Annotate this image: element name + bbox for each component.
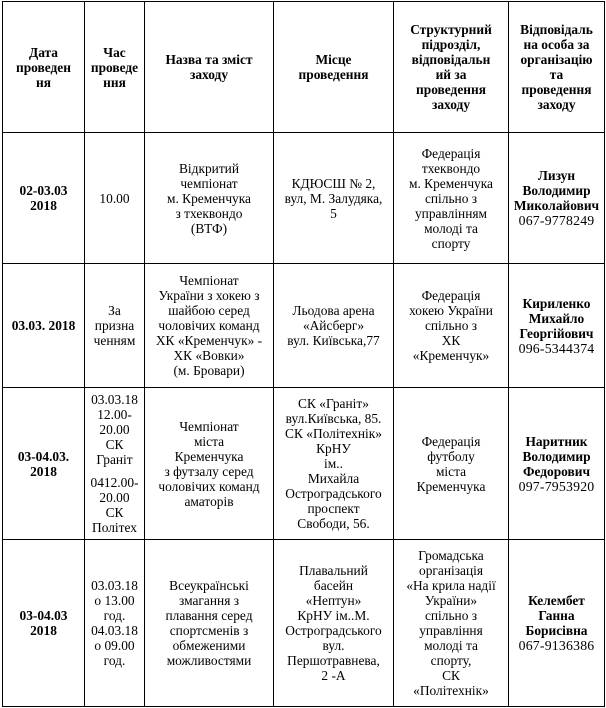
name-line: України з хокею з xyxy=(158,288,260,303)
name-line: ХК «Вовки» xyxy=(173,348,245,363)
row-name xyxy=(145,133,274,264)
header-name-line: Назва та зміст xyxy=(165,52,253,67)
name-line: з футзалу серед xyxy=(164,463,254,479)
place-line: вул.Київська, 85. xyxy=(285,411,382,426)
name-line: можливостями xyxy=(166,653,252,668)
time-line: Граніт xyxy=(96,452,133,467)
person-line: Наритник xyxy=(525,433,588,449)
row-department xyxy=(394,133,509,264)
department-line: «На крила надії xyxy=(406,578,496,593)
header-date-line: Дата xyxy=(29,44,58,60)
row-time xyxy=(85,540,145,707)
header-department xyxy=(394,2,509,133)
time-gap xyxy=(87,467,142,475)
row-responsible xyxy=(509,540,605,707)
department-line: міста xyxy=(435,463,467,479)
place-line: СК «Політехнік» xyxy=(285,426,382,441)
department-line: Кременчука xyxy=(416,478,486,494)
row-place xyxy=(274,388,394,540)
place-line: Льодова арена xyxy=(292,303,375,318)
time-line: 04.03.18 xyxy=(91,623,138,638)
department-line: спільно з xyxy=(424,318,478,333)
name-line: ХК «Кременчук» - xyxy=(155,333,263,348)
row-name xyxy=(145,264,274,388)
header-responsible xyxy=(509,2,605,133)
department-line: хокею України xyxy=(409,303,493,318)
place-line: КрНУ ім..М. xyxy=(297,608,370,623)
row-name xyxy=(145,540,274,707)
place-line: Остроградського xyxy=(285,486,382,501)
department-line: управлінням xyxy=(414,205,487,221)
place-line: вул, М. Залудяка, xyxy=(284,190,383,206)
header-date-line: ня xyxy=(36,74,51,90)
department-line: «Політехнік» xyxy=(413,683,489,698)
person-line: Ганна xyxy=(538,608,575,623)
person-line: Михайло xyxy=(528,310,585,326)
date-text: 03.03. 2018 xyxy=(11,318,76,333)
time-line: призна xyxy=(94,318,135,333)
table-row xyxy=(3,133,605,264)
header-name xyxy=(145,2,274,133)
row-date xyxy=(3,388,85,540)
place-line: 5 xyxy=(330,205,337,221)
name-line: чемпіонат xyxy=(180,175,238,191)
row-date xyxy=(3,540,85,707)
time-line: ченням xyxy=(93,333,136,348)
header-department-line: заходу xyxy=(431,97,471,112)
person-line: Володимир xyxy=(522,448,591,464)
header-responsible-line: на особа за xyxy=(523,37,590,52)
header-department-line: проведення xyxy=(416,82,486,97)
name-line: з тхеквондо xyxy=(175,205,243,221)
time-line: год. xyxy=(103,653,126,668)
place-line: ім.. xyxy=(324,456,343,471)
header-place xyxy=(274,2,394,133)
header-date-line: проведен xyxy=(16,59,71,75)
time-line: Політех xyxy=(92,520,137,535)
time-line: год. xyxy=(103,608,126,623)
time-line: СК xyxy=(105,505,124,520)
department-line: ХК xyxy=(441,333,461,348)
phone-number: 067-9778249 xyxy=(518,213,595,228)
time-line: СК xyxy=(105,437,124,452)
row-time xyxy=(85,264,145,388)
place-line: Остроградського xyxy=(285,623,382,638)
row-place xyxy=(274,133,394,264)
department-line: Федерація xyxy=(421,145,481,161)
header-place-line: Місце xyxy=(315,52,352,67)
name-line: м. Кременчука xyxy=(167,190,251,206)
place-line: Плавальний xyxy=(299,563,368,578)
header-responsible-line: заходу xyxy=(537,97,576,112)
name-line: чоловічих команд xyxy=(158,478,260,494)
place-line: «Нептун» xyxy=(305,593,362,608)
person-line: Володимир xyxy=(522,183,591,198)
person-line: Кириленко xyxy=(522,295,591,311)
person-line: Федорович xyxy=(522,463,591,479)
phone-number: 097-7953920 xyxy=(518,478,595,494)
department-line: СК xyxy=(442,668,460,683)
table-row xyxy=(3,264,605,388)
department-line: м. Кременчука xyxy=(409,175,493,191)
row-responsible xyxy=(509,264,605,388)
events-table xyxy=(2,1,605,707)
row-department xyxy=(394,264,509,388)
header-responsible-line: організацію xyxy=(520,52,593,67)
place-line: Свободи, 56. xyxy=(297,516,370,531)
header-place-line: проведення xyxy=(298,67,369,82)
header-time xyxy=(85,2,145,133)
department-line: організація xyxy=(419,563,483,578)
phone-number: 096-5344374 xyxy=(518,340,595,356)
name-line: Відкритий xyxy=(178,160,240,176)
date-text: 03-04.03 2018 xyxy=(19,608,68,638)
name-line: Кременчука xyxy=(174,448,244,464)
department-line: молоді та xyxy=(424,638,478,653)
row-date xyxy=(3,133,85,264)
department-line: України» xyxy=(424,593,478,608)
place-line: проспект xyxy=(307,501,360,516)
header-date xyxy=(3,2,85,133)
date-text: 02-03.03 2018 xyxy=(19,183,68,213)
name-line: шайбою серед xyxy=(168,303,250,318)
table-row xyxy=(3,540,605,707)
name-line: (ВТФ) xyxy=(190,220,228,236)
person-line: Борисівна xyxy=(525,623,588,638)
header-row xyxy=(3,2,605,133)
time-line: 10.00 xyxy=(99,190,130,206)
phone-number: 067-9136386 xyxy=(518,638,595,653)
place-line: СК «Граніт» xyxy=(298,396,369,411)
name-line: обмеженими xyxy=(172,638,246,653)
header-department-line: відповідальн xyxy=(411,52,491,67)
department-line: тхеквондо xyxy=(421,160,481,176)
department-line: управління xyxy=(419,623,483,638)
place-line: КДЮСШ № 2, xyxy=(291,175,376,191)
time-line: 20.00 xyxy=(99,422,130,437)
time-line: 03.03.18 xyxy=(91,392,138,407)
time-line: 20.00 xyxy=(99,490,130,505)
header-department-line: Структурний xyxy=(410,22,492,37)
department-line: спорту xyxy=(431,235,471,251)
row-department xyxy=(394,540,509,707)
time-line: За xyxy=(108,303,121,318)
department-line: «Кременчук» xyxy=(412,348,490,363)
person-line: Георгійович xyxy=(519,325,594,341)
row-place xyxy=(274,540,394,707)
name-line: змагання з xyxy=(179,593,239,608)
name-line: Всеукраїнські xyxy=(169,578,249,593)
time-line: о 13.00 xyxy=(94,593,135,608)
header-responsible-line: Відповідаль xyxy=(520,22,593,37)
department-line: молоді та xyxy=(424,220,478,236)
place-line: Першотравнева, xyxy=(287,653,380,668)
row-responsible xyxy=(509,133,605,264)
header-time-line: Час xyxy=(103,44,126,60)
department-line: Громадська xyxy=(418,548,484,563)
place-line: вул. Київська,77 xyxy=(287,333,380,348)
row-time xyxy=(85,133,145,264)
time-line: 12.00- xyxy=(97,407,132,422)
header-department-line: підрозділ, xyxy=(421,37,481,52)
name-line: аматорів xyxy=(184,493,234,509)
time-line: о 09.00 xyxy=(94,638,135,653)
department-line: спільно з xyxy=(424,190,478,206)
place-line: 2 -А xyxy=(321,668,346,683)
row-responsible xyxy=(509,388,605,540)
header-responsible-line: проведення xyxy=(521,82,592,97)
header-department-line: ий за xyxy=(435,67,467,82)
row-date xyxy=(3,264,85,388)
name-line: плавання серед xyxy=(165,608,253,623)
place-line: Михайла xyxy=(307,471,360,486)
person-line: Миколайович xyxy=(513,198,600,213)
name-line: чоловічих команд xyxy=(158,318,260,333)
department-line: Федерація xyxy=(421,288,481,303)
header-time-line: ння xyxy=(103,74,126,90)
name-line: Чемпіонат xyxy=(179,273,239,288)
row-department xyxy=(394,388,509,540)
name-line: Чемпіонат xyxy=(179,418,239,434)
person-line: Лизун xyxy=(537,168,576,183)
name-line: (м. Бровари) xyxy=(173,363,245,378)
department-line: спільно з xyxy=(424,608,478,623)
row-time xyxy=(85,388,145,540)
place-line: вул. xyxy=(322,638,345,653)
person-line: Келембет xyxy=(528,593,585,608)
time-line: 03.03.18 xyxy=(91,578,138,593)
table-row xyxy=(3,388,605,540)
place-line: «Айсберг» xyxy=(302,318,365,333)
header-responsible-line: та xyxy=(549,67,564,82)
department-line: спорту, xyxy=(430,653,472,668)
row-name xyxy=(145,388,274,540)
name-line: міста xyxy=(193,433,225,449)
department-line: Федерація xyxy=(421,433,481,449)
header-name-line: заходу xyxy=(189,67,229,82)
place-line: басейн xyxy=(313,578,354,593)
name-line: спортсменів з xyxy=(169,623,249,638)
row-place xyxy=(274,264,394,388)
department-line: футболу xyxy=(427,448,475,464)
time-line: 0412.00- xyxy=(90,475,139,490)
place-line: КрНУ xyxy=(316,441,351,456)
date-text: 03-04.03. 2018 xyxy=(17,448,70,479)
header-time-line: проведе xyxy=(90,59,139,75)
